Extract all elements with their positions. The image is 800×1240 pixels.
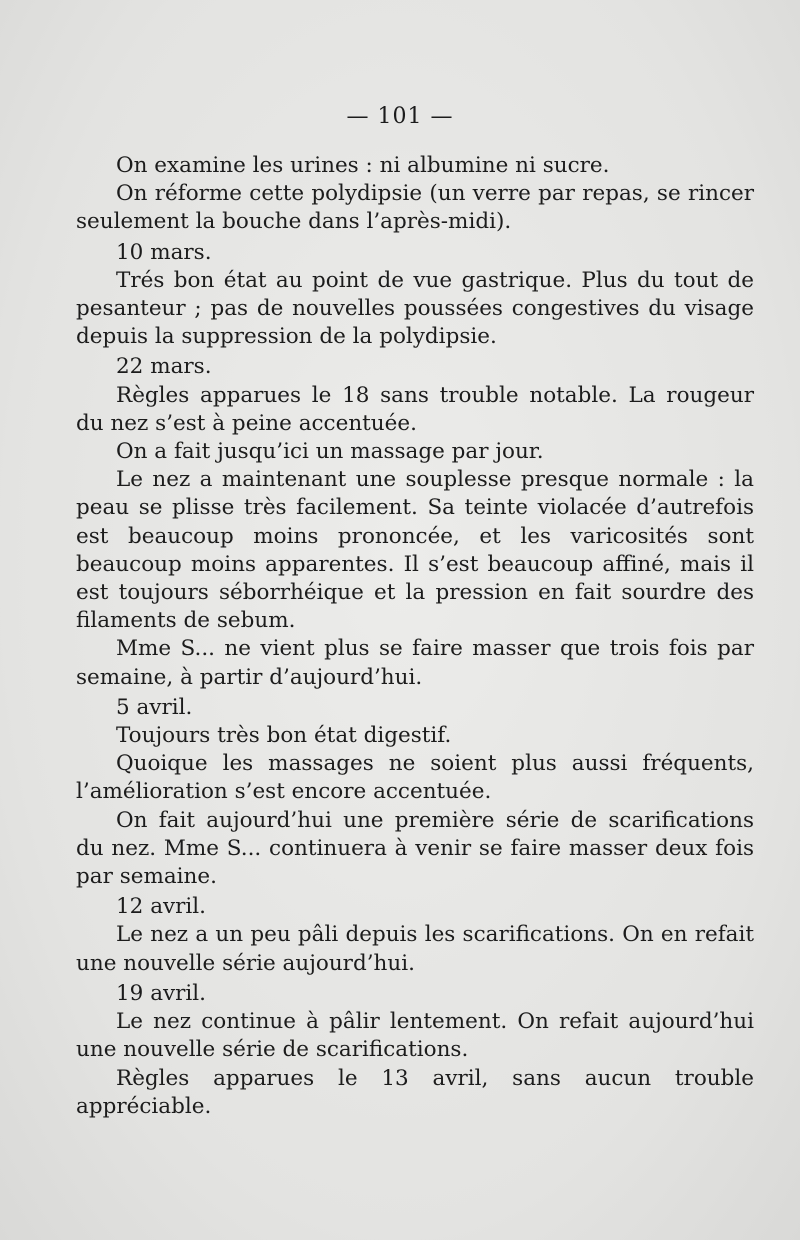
paragraph: On fait aujourd’hui une première série de scarifications du nez. Mme S... continuera à venir se faire masser deux fois par semaine.: [76, 807, 754, 890]
paragraph: On a fait jusqu’ici un massage par jour.: [116, 439, 544, 465]
paragraph: Quoique les massages ne soient plus aussi fréquents, l’amélioration s’est encore accentuée.: [76, 751, 754, 805]
page-number: — 101 —: [346, 104, 454, 129]
body-text: [76, 152, 754, 1121]
paragraph: Règles apparues le 18 sans trouble notable. La rougeur du nez s’est à peine accentuée.: [76, 382, 754, 436]
paragraph: On réforme cette polydipsie (un verre par repas, se rincer seulement la bouche dans l’après-midi).: [76, 181, 754, 235]
date-heading: 12 avril.: [116, 894, 207, 920]
paragraph: Le nez a maintenant une souplesse presque normale : la peau se plisse très facilement. Sa teinte violacée d’autrefois est beaucoup moins prononcée, et les varicosités sont beaucoup moins apparentes. Il s’est beaucoup affiné, mais il est toujours séborrhéique et la pression en fait sourdre des filaments de sebum.: [76, 467, 754, 634]
paragraph: Trés bon état au point de vue gastrique. Plus du tout de pesanteur ; pas de nouvelles poussées congestives du visage depuis la suppression de la polydipsie.: [76, 267, 754, 350]
date-heading: 10 mars.: [116, 239, 212, 265]
paragraph: Toujours très bon état digestif.: [116, 723, 452, 749]
date-heading: 5 avril.: [116, 694, 193, 720]
date-heading: 22 mars.: [116, 354, 212, 380]
date-heading: 19 avril.: [116, 980, 207, 1006]
paragraph: Le nez continue à pâlir lentement. On refait aujourd’hui une nouvelle série de scarifications.: [76, 1009, 754, 1063]
paragraph: On examine les urines : ni albumine ni sucre.: [116, 153, 610, 178]
paragraph: Règles apparues le 13 avril, sans aucun trouble appréciable.: [76, 1065, 754, 1119]
paragraph: Mme S... ne vient plus se faire masser que trois fois par semaine, à partir d’aujourd’hui.: [76, 636, 754, 690]
paragraph: Le nez a un peu pâli depuis les scarifications. On en refait une nouvelle série aujourd’hui.: [76, 922, 754, 976]
